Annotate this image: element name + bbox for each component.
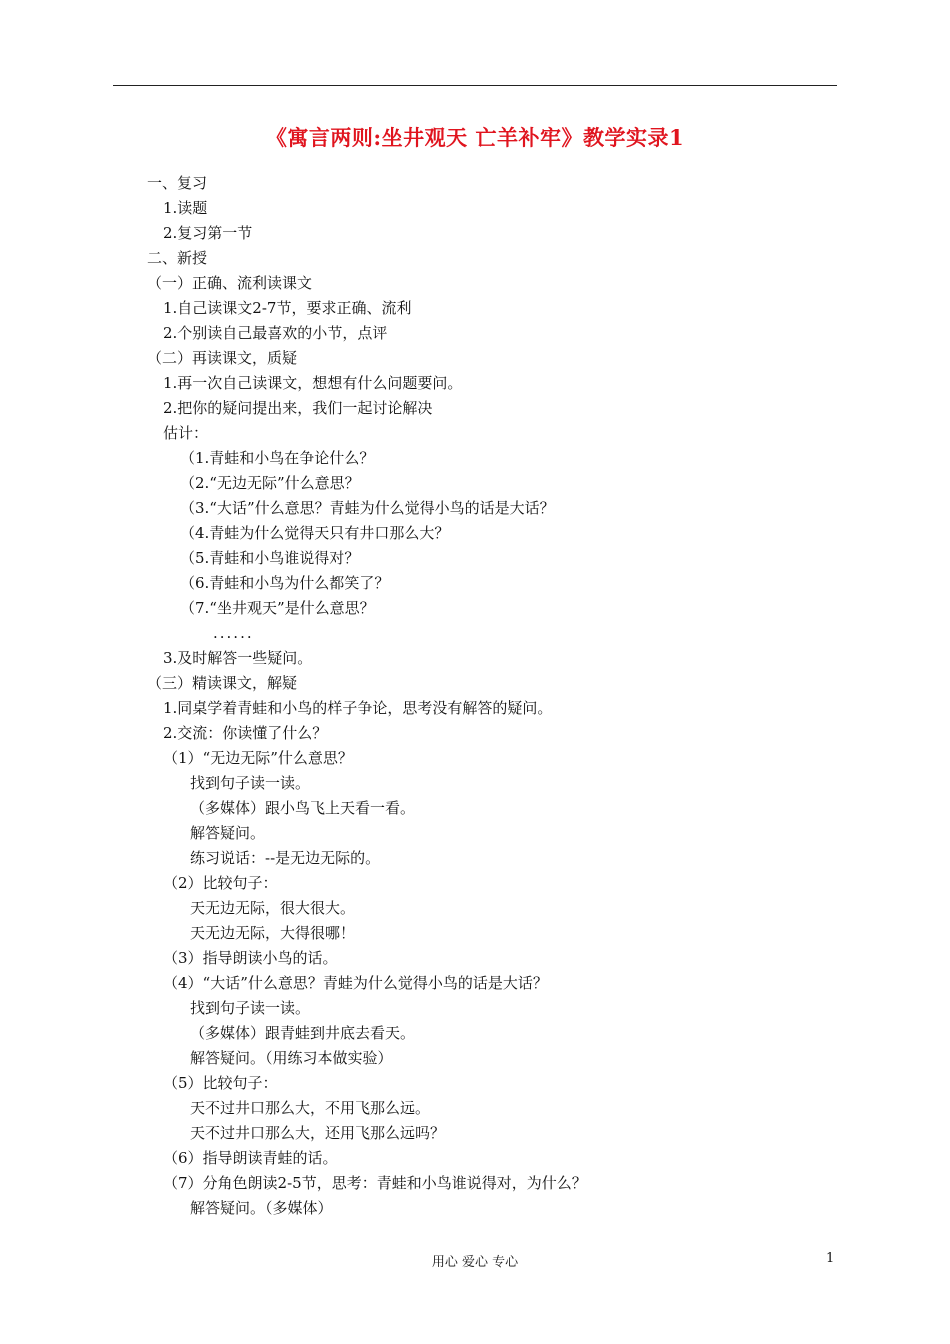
text-line: 1.自己读课文2-7节，要求正确、流利 [163,299,412,317]
text-line: 1.再一次自己读课文，想想有什么问题要问。 [163,374,463,392]
text-line: （2）比较句子： [163,874,278,892]
text-line: （3.“大话”什么意思？青蛙为什么觉得小鸟的话是大话？ [180,499,555,517]
text-line: 二、新授 [147,249,208,267]
text-line: （一）正确、流利读课文 [147,274,313,292]
text-line: （三）精读课文，解疑 [147,674,298,692]
text-line: （5.青蛙和小鸟谁说得对？ [180,549,360,567]
text-line: （7）分角色朗读2-5节，思考：青蛙和小鸟谁说得对，为什么？ [163,1174,587,1192]
text-line: 1.同桌学着青蛙和小鸟的样子争论，思考没有解答的疑问。 [163,699,553,717]
text-line: 天无边无际，大得很哪！ [190,924,356,942]
text-line: （5）比较句子： [163,1074,278,1092]
text-line: 解答疑问。（用练习本做实验） [190,1049,393,1067]
text-line: 3.及时解答一些疑问。 [163,649,313,667]
text-line: （6.青蛙和小鸟为什么都笑了？ [180,574,390,592]
text-line: （1）“无边无际”什么意思？ [163,749,353,767]
text-line: 天无边无际，很大很大。 [190,899,356,917]
text-line: 天不过井口那么大，还用飞那么远吗？ [190,1124,446,1142]
text-line: （6）指导朗读青蛙的话。 [163,1149,338,1167]
text-line: 练习说话：--是无边无际的。 [190,849,381,867]
header-rule [113,85,837,86]
text-line: 2.复习第一节 [163,224,253,242]
text-line: 天不过井口那么大，不用飞那么远。 [190,1099,431,1117]
text-line: 一、复习 [147,174,208,192]
text-line: （二）再读课文，质疑 [147,349,298,367]
text-line: 2.把你的疑问提出来，我们一起讨论解决 [163,399,433,417]
text-line: （2.“无边无际”什么意思？ [180,474,360,492]
text-line: 找到句子读一读。 [190,999,311,1017]
text-line: 2.交流：你读懂了什么？ [163,724,328,742]
text-line: 2.个别读自己最喜欢的小节，点评 [163,324,388,342]
text-line: （4）“大话”什么意思？青蛙为什么觉得小鸟的话是大话？ [163,974,548,992]
ellipsis-line: ...... [213,624,254,642]
text-line: （3）指导朗读小鸟的话。 [163,949,338,967]
text-line: （4.青蛙为什么觉得天只有井口那么大？ [180,524,450,542]
text-line: 估计： [163,424,209,442]
text-line: 找到句子读一读。 [190,774,311,792]
text-line: （7.“坐井观天”是什么意思？ [180,599,375,617]
text-line: 解答疑问。 [190,824,266,842]
text-line: 1.读题 [163,199,208,217]
document-title: 《寓言两则:坐井观天 亡羊补牢》教学实录1 [265,125,685,150]
text-line: （多媒体）跟青蛙到井底去看天。 [190,1024,416,1042]
text-line: （多媒体）跟小鸟飞上天看一看。 [190,799,416,817]
page-number: 1 [826,1251,835,1266]
text-line: （1.青蛙和小鸟在争论什么？ [180,449,375,467]
text-line: 解答疑问。（多媒体） [190,1199,333,1217]
footer-text: 用心 爱心 专心 [431,1255,519,1270]
